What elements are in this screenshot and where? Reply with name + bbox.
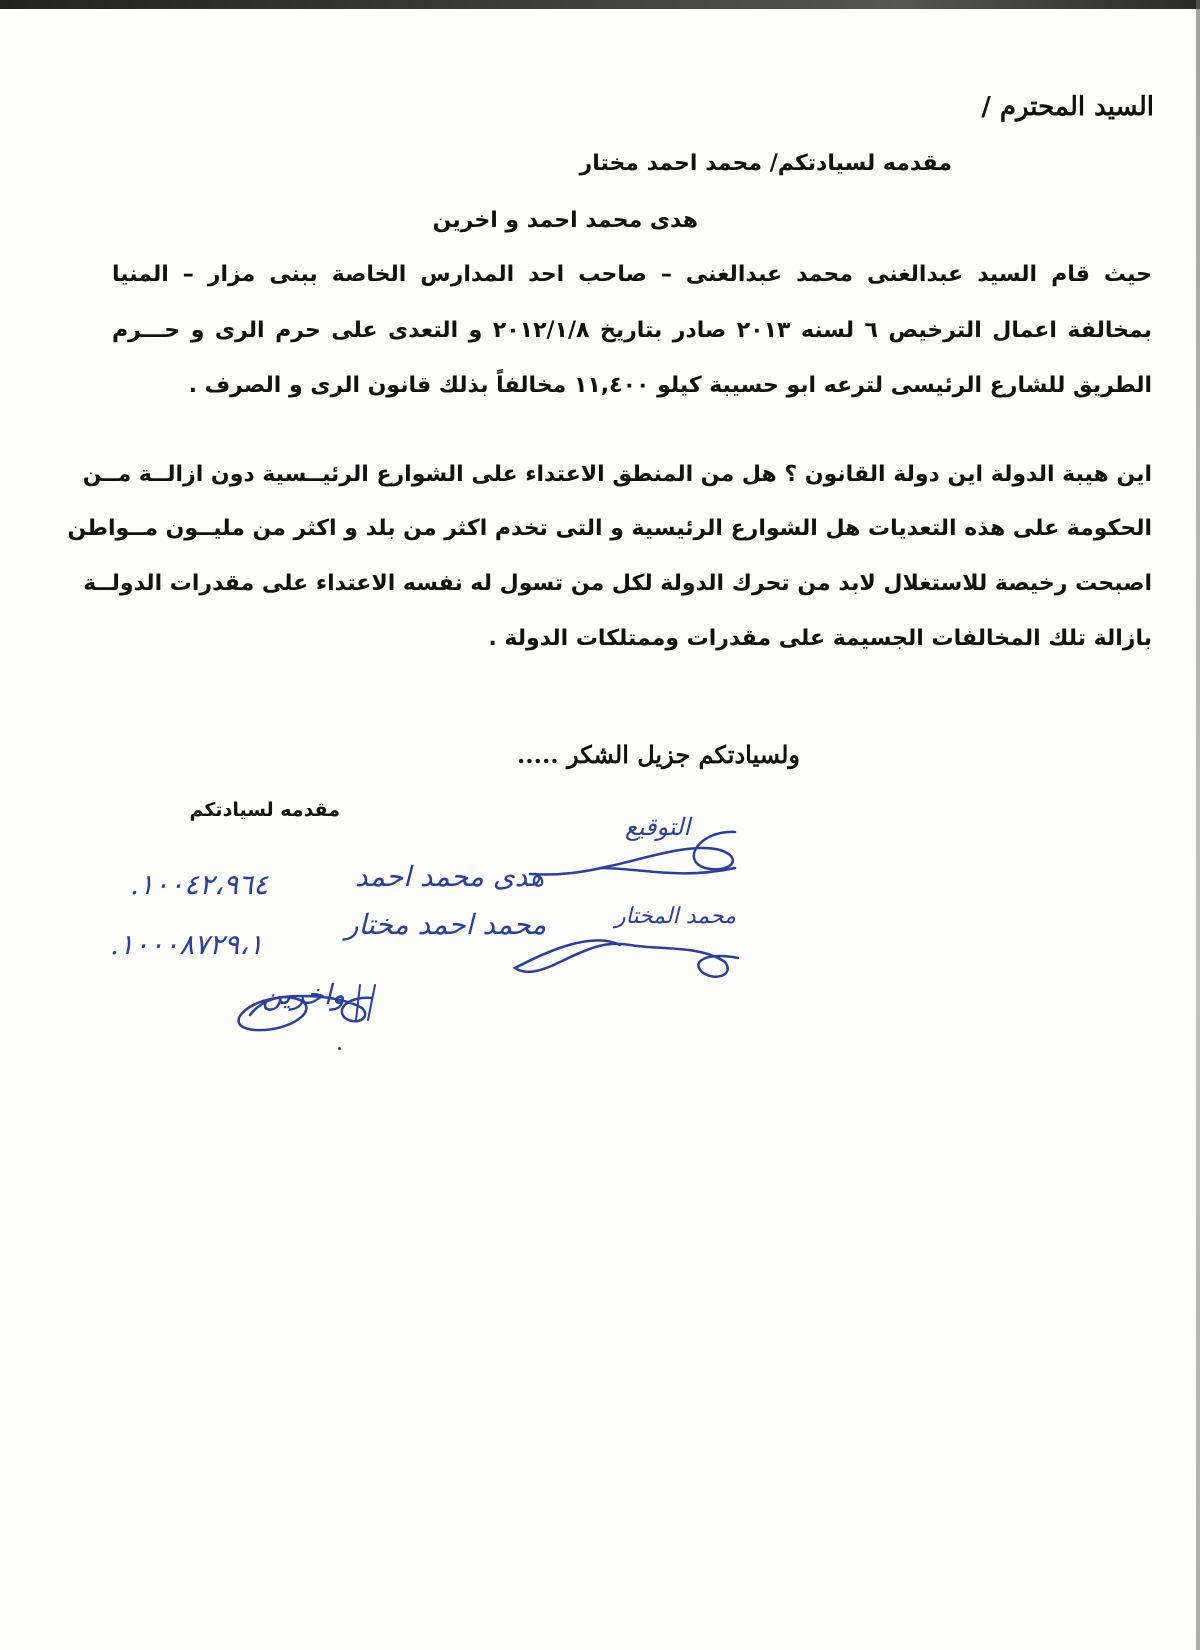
paragraph2-line-2: الحكومة على هذه التعديات هل الشوارع الرئيسية و التى تخدم اكثر من بلد و اكثر من مليــون مــواطن <box>67 516 1152 541</box>
scan-edge-right <box>1196 0 1200 1650</box>
handwritten-signature-heading: التوقيع <box>625 813 691 841</box>
paragraph2-line-3: اصبحت رخيصة للاستغلال لابد من تحرك الدولة لكل من تسول له نفسه الاعتداء على مقدرات الدولــة <box>83 571 1152 596</box>
signature-stroke-4 <box>356 985 375 1020</box>
paragraph2-line-1: اين هيبة الدولة اين دولة القانون ؟ هل من المنطق الاعتداء على الشوارع الرئيــسية دون ازالــة مــن <box>82 462 1152 487</box>
handwritten-others: واخرين <box>262 978 346 1011</box>
paragraph1-line-2: بمخالفة اعمال الترخيص ٦ لسنه ٢٠١٣ صادر بتاريخ ٢٠١٢/١/٨ و التعدى على حرم الرى و حـــرم <box>112 318 1152 343</box>
paragraph1-line-1: حيث قام السيد عبدالغنى محمد عبدالغنى – صاحب احد المدارس الخاصة ببنى مزار – المنيا <box>112 262 1152 287</box>
co-signers-line: هدى محمد احمد و اخرين <box>432 208 698 233</box>
paragraph1-line-3: الطريق للشارع الرئيسى لترعه ابو حسيبة كيلو ١١,٤٠٠ مخالفاً بذلك قانون الرى و الصرف . <box>188 373 1152 398</box>
scan-speck <box>338 1047 341 1050</box>
handwritten-signer2-id: .١٠٠٠٨٧٢٩،١ <box>110 928 264 961</box>
closing-line: ولسيادتكم جزيل الشكر ..... <box>516 740 800 769</box>
signature-stroke-2 <box>515 940 738 976</box>
paragraph2-line-4: بازالة تلك المخالفات الجسيمة على مقدرات وممتلكات الدولة . <box>488 626 1152 651</box>
submitter-label: مقدمه لسيادتكم <box>189 799 340 821</box>
handwritten-signer1-id: .١٠٠٤٢،٩٦٤ <box>130 868 269 901</box>
handwritten-signer1-name: هدى محمد احمد <box>355 860 545 893</box>
handwritten-signer2-name: محمد احمد مختار <box>345 908 547 941</box>
submitted-by-line: مقدمه لسيادتكم/ محمد احمد مختار <box>579 151 952 176</box>
scan-edge-top <box>0 0 1200 9</box>
salutation: السيد المحترم / <box>981 92 1154 122</box>
handwritten-signer2-short: محمد المختار <box>615 904 736 929</box>
